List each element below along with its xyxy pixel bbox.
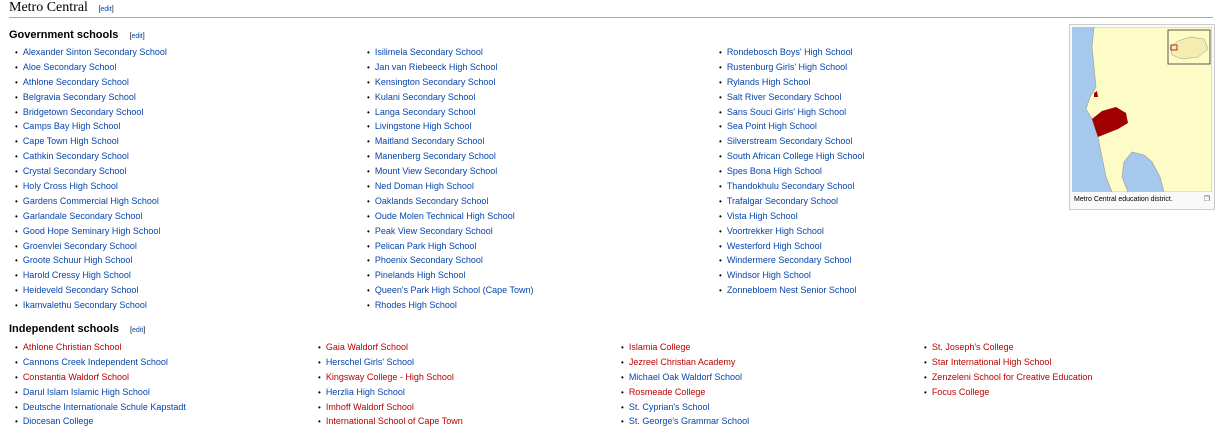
school-link[interactable]: Kingsway College - High School [325, 371, 454, 382]
list-item [15, 105, 167, 120]
list-item [367, 194, 533, 209]
list-item [719, 224, 864, 239]
list-item [367, 179, 533, 194]
school-link[interactable]: Focus College [931, 386, 990, 397]
list-item [367, 209, 533, 224]
school-link[interactable]: Harold Cressy High School [22, 270, 131, 281]
government-heading [9, 29, 145, 41]
list-item [367, 253, 533, 268]
school-link[interactable]: Sans Souci Girls' High School [726, 106, 847, 117]
school-link[interactable]: Zonnebloem Nest Senior School [726, 285, 857, 296]
school-link[interactable]: Peak View Secondary School [374, 225, 493, 236]
edit-link-wrapper: [edit] [98, 6, 114, 13]
school-link[interactable]: Alexander Sinton Secondary School [22, 47, 167, 57]
list-item [15, 355, 186, 370]
list-item [15, 45, 167, 60]
list-item [924, 370, 1092, 385]
school-link[interactable]: Heideveld Secondary School [22, 285, 139, 296]
government-list-col2 [367, 45, 533, 313]
list-item [719, 90, 864, 105]
school-link[interactable]: Rhodes High School [374, 300, 457, 311]
school-link[interactable]: Groenvlei Secondary School [22, 240, 137, 251]
list-item [15, 60, 167, 75]
district-map[interactable] [1072, 27, 1212, 192]
list-item [719, 283, 864, 298]
independent-edit-link[interactable]: edit [132, 327, 144, 334]
independent-title: Independent schools [9, 323, 120, 335]
list-item [719, 119, 864, 134]
school-link[interactable]: Phoenix Secondary School [374, 255, 483, 266]
section-heading [9, 0, 1213, 18]
list-item [367, 45, 533, 60]
school-link[interactable]: Rustenburg Girls' High School [726, 61, 848, 72]
school-link[interactable]: Rylands High School [726, 76, 811, 87]
school-link[interactable]: Livingstone High School [374, 121, 472, 132]
list-item [719, 60, 864, 75]
school-link[interactable]: Spes Bona High School [726, 166, 822, 177]
school-link[interactable]: Langa Secondary School [374, 106, 476, 117]
list-item [367, 90, 533, 105]
list-item [367, 268, 533, 283]
school-link[interactable]: Pinelands High School [374, 270, 466, 281]
school-link[interactable]: Rosmeade College [628, 386, 706, 397]
list-item [15, 194, 167, 209]
list-item [367, 134, 533, 149]
school-link[interactable]: Aloe Secondary School [22, 61, 117, 72]
list-item [318, 385, 463, 400]
list-item [924, 355, 1092, 370]
list-item [719, 164, 864, 179]
edit-link-wrapper: [edit] [130, 327, 146, 334]
list-item [318, 400, 463, 415]
school-link[interactable]: Voortrekker High School [726, 225, 824, 236]
list-item [318, 355, 463, 370]
school-link[interactable]: Holy Cross High School [22, 181, 118, 192]
school-link[interactable]: Westerford High School [726, 240, 822, 251]
list-item [621, 340, 749, 355]
list-item [367, 298, 533, 313]
list-item [15, 90, 167, 105]
list-item [367, 283, 533, 298]
map-caption: Metro Central education district. [1074, 196, 1173, 203]
school-link[interactable]: Maitland Secondary School [374, 136, 485, 147]
list-item [367, 60, 533, 75]
school-link[interactable]: Oude Molen Technical High School [374, 210, 515, 221]
list-item [367, 75, 533, 90]
list-item [719, 134, 864, 149]
list-item [15, 400, 186, 415]
school-link[interactable]: Kensington Secondary School [374, 76, 496, 87]
school-link[interactable]: Jezreel Christian Academy [628, 356, 736, 367]
school-link[interactable]: Kulani Secondary School [374, 91, 476, 102]
list-item [719, 105, 864, 120]
list-item [15, 268, 167, 283]
independent-list-col1 [15, 340, 186, 429]
school-link[interactable]: Cape Town High School [22, 136, 119, 147]
school-link[interactable]: Garlandale Secondary School [22, 210, 143, 221]
school-link[interactable]: Crystal Secondary School [22, 166, 127, 177]
school-link[interactable]: Cathkin Secondary School [22, 151, 129, 162]
list-item [367, 149, 533, 164]
list-item [15, 119, 167, 134]
school-link[interactable]: Athlone Secondary School [22, 76, 129, 87]
government-list-col1 [15, 45, 167, 313]
school-link[interactable]: Pelican Park High School [374, 240, 477, 251]
list-item [719, 45, 864, 60]
list-item [367, 224, 533, 239]
list-item [719, 209, 864, 224]
government-edit-link[interactable]: edit [131, 33, 143, 40]
list-item [15, 224, 167, 239]
list-item [15, 239, 167, 254]
list-item [367, 105, 533, 120]
school-link[interactable]: Ikamvalethu Secondary School [22, 300, 147, 311]
independent-heading [9, 323, 145, 335]
school-link[interactable]: Constantia Waldorf School [22, 371, 130, 382]
school-link[interactable]: Isilimela Secondary School [374, 47, 483, 57]
list-item [15, 209, 167, 224]
list-item [15, 253, 167, 268]
list-item [621, 370, 749, 385]
edit-link-wrapper: [edit] [129, 33, 145, 40]
school-link[interactable]: Oaklands Secondary School [374, 195, 489, 206]
list-item [15, 340, 186, 355]
list-item [15, 149, 167, 164]
list-item [367, 119, 533, 134]
school-link[interactable]: Sea Point High School [726, 121, 817, 132]
list-item [621, 414, 749, 429]
list-item [15, 414, 186, 429]
list-item [924, 340, 1092, 355]
map-thumbnail[interactable] [1069, 24, 1215, 210]
section-edit-link[interactable]: edit [100, 6, 112, 13]
school-link[interactable]: South African College High School [726, 151, 865, 162]
list-item [15, 283, 167, 298]
school-link[interactable]: Cannons Creek Independent School [22, 356, 168, 367]
independent-list-col4 [924, 340, 1092, 400]
list-item [719, 239, 864, 254]
list-item [367, 164, 533, 179]
school-link[interactable]: Athlone Christian School [22, 342, 122, 352]
school-link[interactable]: Ned Doman High School [374, 181, 474, 192]
school-link[interactable]: Trafalgar Secondary School [726, 195, 839, 206]
school-link[interactable]: Groote Schuur High School [22, 255, 133, 266]
school-link[interactable]: Bridgetown Secondary School [22, 106, 144, 117]
school-link[interactable]: Jan van Riebeeck High School [374, 61, 498, 72]
list-item [15, 370, 186, 385]
school-link[interactable]: Rondebosch Boys' High School [726, 47, 853, 57]
list-item [621, 385, 749, 400]
list-item [15, 75, 167, 90]
magnify-icon[interactable]: ❐ [1203, 196, 1210, 203]
school-link[interactable]: Herzlia High School [325, 386, 405, 397]
list-item [318, 340, 463, 355]
list-item [719, 194, 864, 209]
list-item [15, 164, 167, 179]
independent-list-col2 [318, 340, 463, 429]
list-item [621, 355, 749, 370]
list-item [719, 149, 864, 164]
list-item [318, 370, 463, 385]
school-link[interactable]: Imhoff Waldorf School [325, 401, 414, 412]
list-item [719, 253, 864, 268]
school-link[interactable]: Good Hope Seminary High School [22, 225, 161, 236]
school-link[interactable]: Vista High School [726, 210, 798, 221]
independent-list-col3 [621, 340, 749, 429]
school-link[interactable]: Mount View Secondary School [374, 166, 498, 177]
list-item [719, 268, 864, 283]
list-item [318, 414, 463, 429]
government-list-col3 [719, 45, 864, 298]
list-item [719, 75, 864, 90]
school-link[interactable]: Windermere Secondary School [726, 255, 852, 266]
list-item [719, 179, 864, 194]
list-item [924, 385, 1092, 400]
school-link[interactable]: Michael Oak Waldorf School [628, 371, 743, 382]
list-item [15, 134, 167, 149]
school-link[interactable]: Gaia Waldorf School [325, 342, 409, 352]
school-link[interactable]: Queen's Park High School (Cape Town) [374, 285, 534, 296]
list-item [367, 239, 533, 254]
list-item [15, 179, 167, 194]
school-link[interactable]: Windsor High School [726, 270, 811, 281]
school-link[interactable]: Zenzeleni School for Creative Education [931, 371, 1093, 382]
school-link[interactable]: Star International High School [931, 356, 1052, 367]
school-link[interactable]: Silverstream Secondary School [726, 136, 853, 147]
list-item [15, 385, 186, 400]
list-item [15, 298, 167, 313]
school-link[interactable]: Camps Bay High School [22, 121, 121, 132]
school-link[interactable]: Belgravia Secondary School [22, 91, 136, 102]
school-link[interactable]: Salt River Secondary School [726, 91, 842, 102]
school-link[interactable]: St. Cyprian's School [628, 401, 710, 412]
school-link[interactable]: St. George's Grammar School [628, 416, 750, 427]
school-link[interactable]: Manenberg Secondary School [374, 151, 496, 162]
school-link[interactable]: Gardens Commercial High School [22, 195, 159, 206]
government-title: Government schools [9, 29, 119, 41]
school-link[interactable]: Diocesan College [22, 416, 94, 427]
school-link[interactable]: Thandokhulu Secondary School [726, 181, 855, 192]
school-link[interactable]: Darul Islam Islamic High School [22, 386, 150, 397]
school-link[interactable]: International School of Cape Town [325, 416, 463, 427]
section-title: Metro Central [9, 0, 88, 15]
school-link[interactable]: Deutsche Internationale Schule Kapstadt [22, 401, 186, 412]
school-link[interactable]: Herschel Girls' School [325, 356, 415, 367]
school-link[interactable]: Islamia College [628, 342, 691, 352]
list-item [621, 400, 749, 415]
school-link[interactable]: St. Joseph's College [931, 342, 1014, 352]
